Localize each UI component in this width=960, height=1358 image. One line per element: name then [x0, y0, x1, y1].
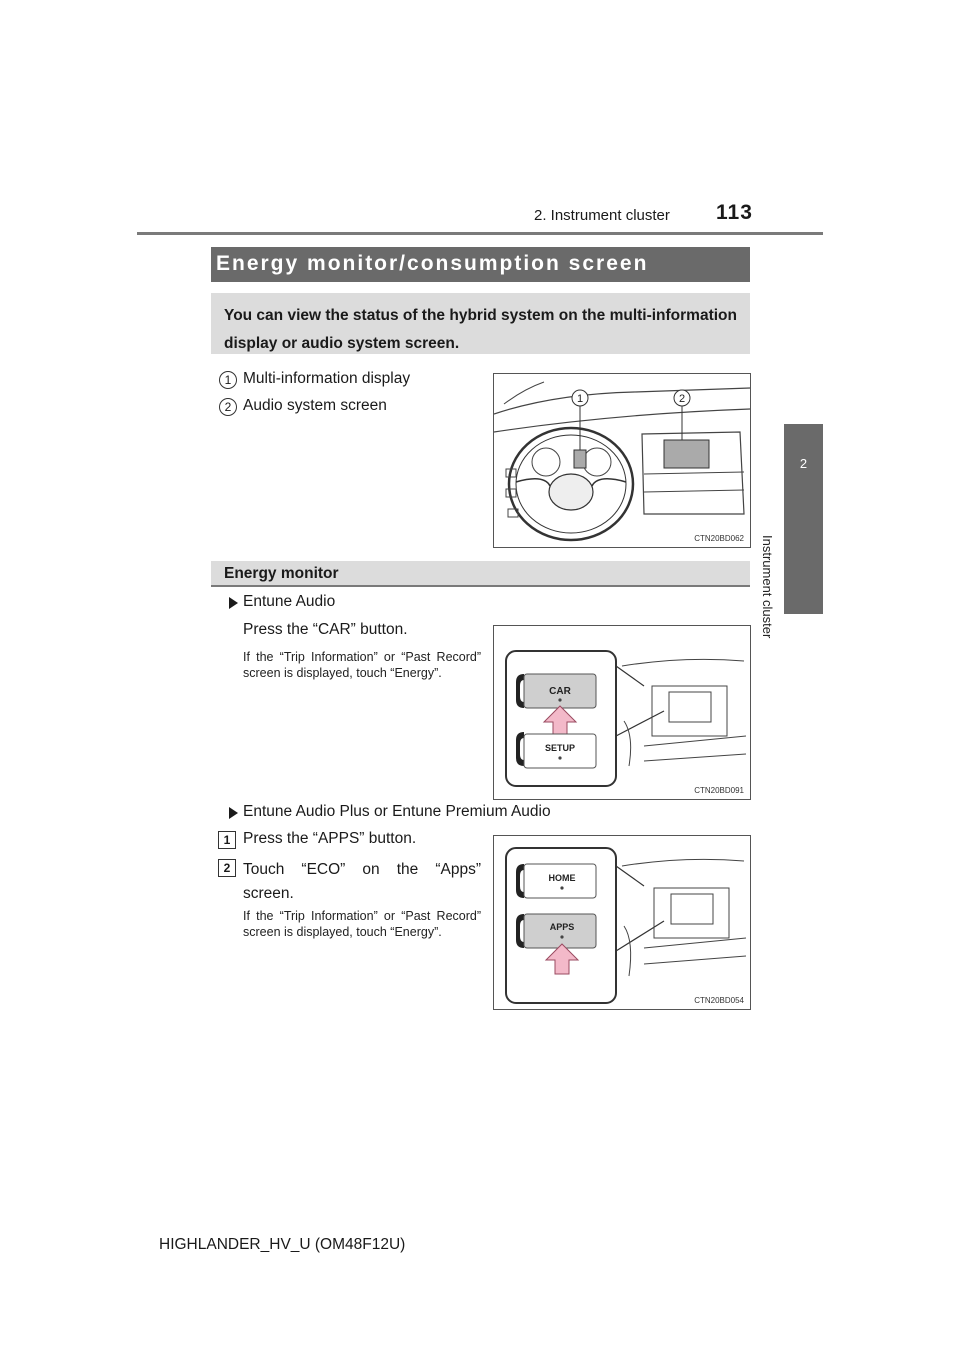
apps-button-label: APPS	[549, 922, 575, 932]
callout-number-1: 1	[219, 371, 237, 389]
car-button-illustration	[494, 626, 750, 799]
chapter-tab-label: Instrument cluster	[760, 535, 775, 639]
step-number-1: 1	[218, 831, 236, 849]
figure-car-button	[493, 625, 751, 800]
step-text-2: Touch “ECO” on the “Apps” screen.	[243, 861, 481, 902]
header-rule	[137, 232, 823, 235]
setup-button-label: SETUP	[544, 743, 576, 753]
step-number-2: 2	[218, 859, 236, 877]
section-title: Energy monitor/consumption screen	[216, 252, 649, 275]
entune-audio-heading: Entune Audio	[243, 593, 336, 610]
callout-label-1: Multi-information display	[243, 370, 411, 387]
subsection-title: Energy monitor	[224, 565, 339, 582]
figure-callout-2: 2	[678, 393, 686, 405]
page-number: 113	[716, 201, 753, 224]
figure-callout-1: 1	[576, 393, 584, 405]
footer-model-code: HIGHLANDER_HV_U (OM48F12U)	[159, 1236, 406, 1253]
car-button-label: CAR	[549, 686, 571, 697]
chapter-tab-number: 2	[799, 456, 808, 471]
home-button-label: HOME	[548, 873, 576, 883]
entune-audio-step: Press the “CAR” button.	[243, 621, 408, 638]
entune-plus-heading: Entune Audio Plus or Entune Premium Audio	[243, 803, 551, 820]
figure-code: CTN20BD054	[694, 996, 744, 1005]
intro-text: You can view the status of the hybrid system on the multi-information display or audio system screen.	[224, 307, 737, 352]
dashboard-illustration	[494, 374, 750, 547]
chapter-tab	[784, 424, 823, 614]
callout-number-2: 2	[219, 398, 237, 416]
figure-apps-button	[493, 835, 751, 1010]
figure-code: CTN20BD091	[694, 786, 744, 795]
arrow-bullet-icon	[229, 807, 238, 819]
chapter-title: 2. Instrument cluster	[534, 207, 670, 224]
entune-audio-note: If the “Trip Information” or “Past Record” screen is displayed, touch “Energy”.	[243, 650, 481, 680]
arrow-bullet-icon	[229, 597, 238, 609]
apps-button-illustration	[494, 836, 750, 1009]
step-text-1: Press the “APPS” button.	[243, 830, 417, 847]
callout-label-2: Audio system screen	[243, 397, 387, 414]
figure-dashboard	[493, 373, 751, 548]
figure-code: CTN20BD062	[694, 534, 744, 543]
entune-plus-note: If the “Trip Information” or “Past Record” screen is displayed, touch “Energy”.	[243, 909, 481, 939]
